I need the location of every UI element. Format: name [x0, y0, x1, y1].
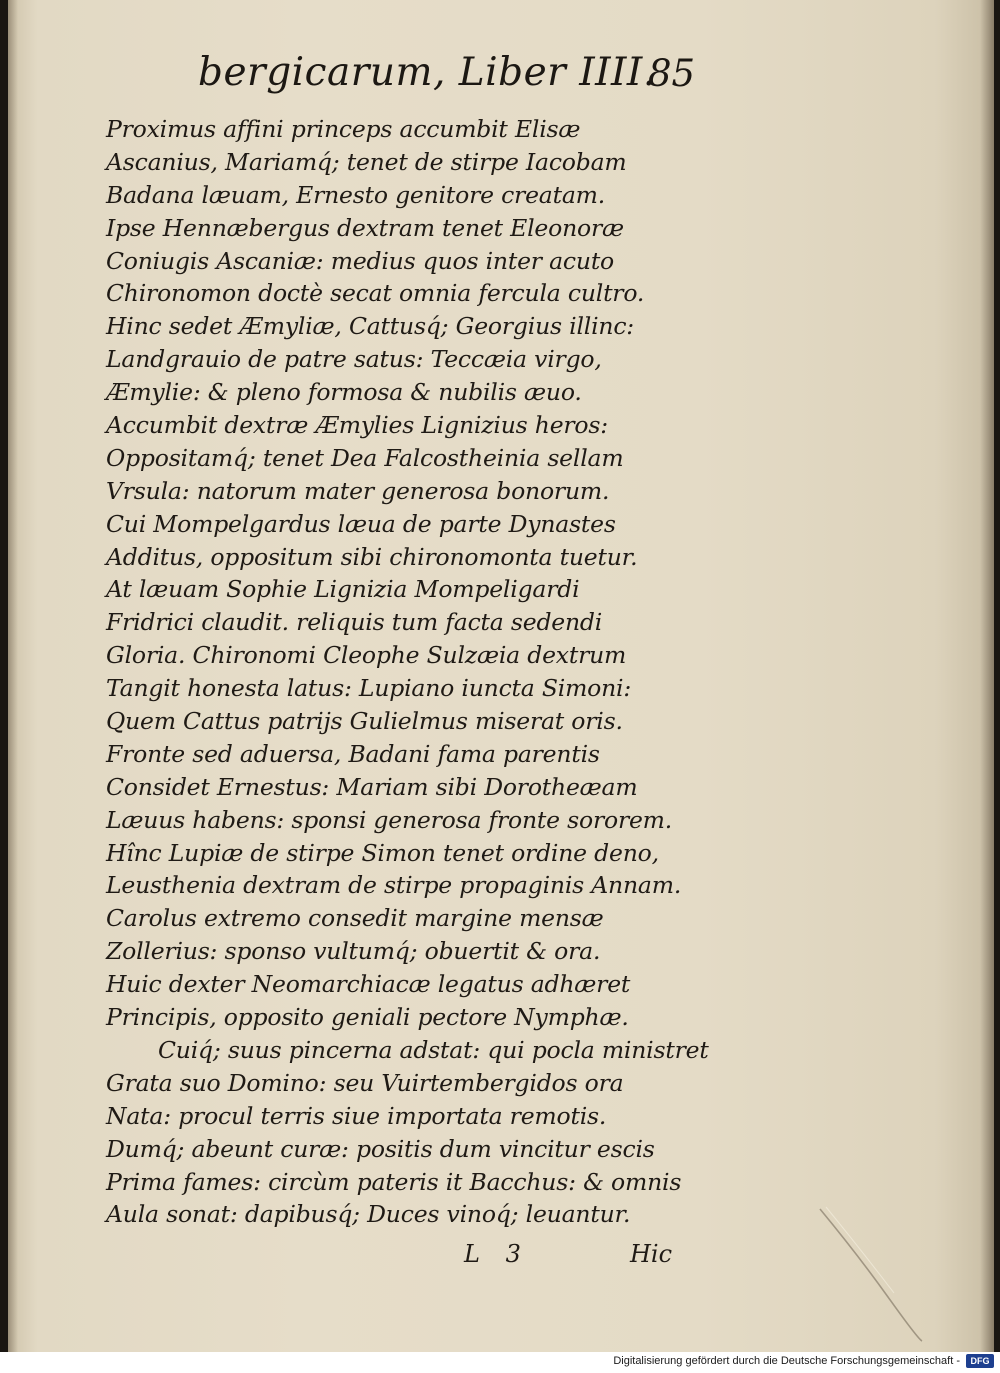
page-header [8, 50, 994, 102]
verse-line: At læuam Sophie Lignizia Mompeligardi [106, 575, 580, 604]
verse-line: Oppositamq́; tenet Dea Falcostheinia sellam [106, 443, 624, 472]
verse-block [106, 113, 746, 1231]
verse-line: Proximus affini princeps accumbit Elisæ [106, 115, 581, 143]
verse-line: Coniugis Ascaniæ: medius quos inter acuto [106, 246, 615, 275]
signature-mark: L 3 [464, 1240, 521, 1268]
verse-line: Badana læuam, Ernesto genitore creatam. [106, 180, 605, 209]
page-number: 85 [648, 52, 696, 95]
verse-line: Ipse Hennæbergus dextram tenet Eleonoræ [106, 213, 624, 242]
verse-line: Cui Mompelgardus læua de parte Dynastes [106, 509, 616, 538]
verse-line: Additus, oppositum sibi chironomonta tuetur. [106, 542, 638, 571]
verse-line: Chironomon doctè secat omnia fercula cultro. [106, 279, 645, 308]
verse-line: Landgrauio de patre satus: Teccæia virgo, [106, 345, 602, 374]
dfg-logo: DFG [966, 1354, 994, 1368]
verse-line: Læuus habens: sponsi generosa fronte sororem. [106, 805, 673, 834]
verse-line: Aula sonat: dapibusq́; Duces vinoq́; leuantur. [106, 1200, 631, 1229]
funding-note: Digitalisierung gefördert durch die Deutsche Forschungsgemeinschaft - [613, 1355, 960, 1367]
verse-line: Hînc Lupiæ de stirpe Simon tenet ordine deno, [106, 838, 659, 867]
verse-line: Quem Cattus patrijs Gulielmus miserat oris. [106, 707, 623, 736]
verse-line: Ascanius, Mariamq́; tenet de stirpe Iacobam [106, 147, 627, 176]
verse-line: Cuiq́; suus pincerna adstat: qui pocla ministret [158, 1035, 709, 1064]
verse-line: Carolus extremo consedit margine mensæ [106, 904, 604, 933]
paper-crease [818, 1205, 928, 1345]
catchword: Hic [630, 1240, 673, 1268]
verse-line: Nata: procul terris siue importata remotis. [106, 1101, 607, 1130]
verse-line: Tangit honesta latus: Lupiano iuncta Simoni: [106, 674, 632, 703]
verse-line: Æmylie: & pleno formosa & nubilis æuo. [106, 378, 582, 407]
funding-bar [0, 1352, 1000, 1373]
verse-line: Gloria. Chironomi Cleophe Sulzæia dextrum [106, 641, 627, 670]
verse-line: Prima fames: circùm pateris it Bacchus: & omnis [106, 1167, 682, 1196]
verse-line: Hinc sedet Æmyliæ, Cattusq́; Georgius illinc: [106, 312, 635, 341]
verse-line: Huic dexter Neomarchiacæ legatus adhæret [106, 970, 631, 999]
verse-line: Fridrici claudit. reliquis tum facta sedendi [106, 608, 603, 637]
verse-line: Dumq́; abeunt curæ: positis dum vincitur escis [106, 1134, 655, 1163]
verse-line: Accumbit dextræ Æmylies Lignizius heros: [106, 411, 608, 440]
verse-line: Grata suo Domino: seu Vuirtembergidos ora [106, 1068, 624, 1097]
book-page [8, 0, 994, 1352]
verse-line: Vrsula: natorum mater generosa bonorum. [106, 476, 610, 505]
verse-line: Principis, opposito geniali pectore Nymphæ. [106, 1003, 629, 1032]
running-title: bergicarum, Liber IIII. [198, 50, 656, 95]
verse-line: Leusthenia dextram de stirpe propaginis Annam. [106, 871, 682, 900]
verse-line: Considet Ernestus: Mariam sibi Dorotheæam [106, 772, 638, 801]
verse-line: Zollerius: sponso vultumq́; obuertit & ora. [106, 937, 601, 966]
verse-line: Fronte sed aduersa, Badani fama parentis [106, 739, 600, 768]
